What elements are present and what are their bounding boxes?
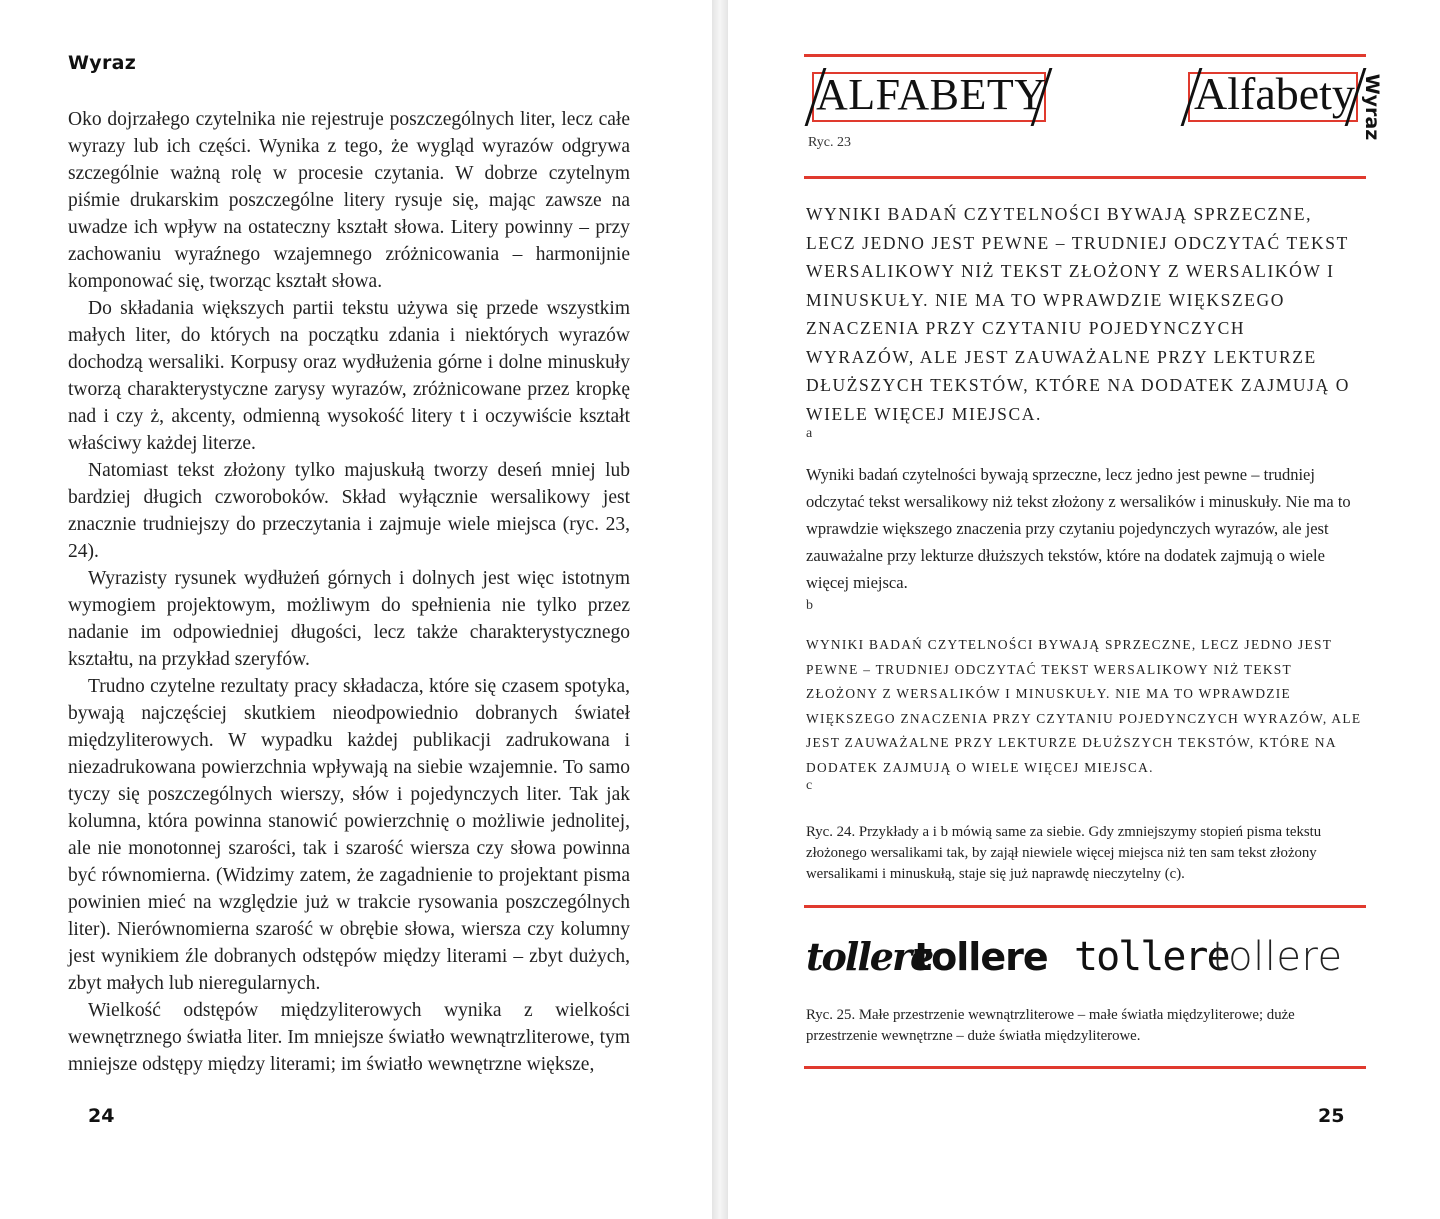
- red-rule: [804, 176, 1366, 179]
- red-rule: [804, 1066, 1366, 1069]
- figure-word-mixed: Alfabety: [1194, 68, 1355, 119]
- red-rule: [804, 905, 1366, 908]
- running-head-vertical: Wyraz: [1361, 73, 1383, 141]
- sample-label: a: [806, 426, 813, 441]
- figure-caption: Ryc. 24. Przykłady a i b mówią same za siebie. Gdy zmniejszymy stopień pisma tekstu złożonego wersalikami tak, by zajął niewiele więcej miejsca niż ten sam tekst złożony wersalikami i minuskułą, staje się już naprawdę nieczytelny (c).: [806, 824, 1322, 882]
- type-sample-display: tollere: [1074, 934, 1229, 980]
- page-number: 25: [1318, 1105, 1345, 1127]
- red-rule: [804, 54, 1366, 57]
- sample-text-c: WYNIKI BADAŃ CZYTELNOŚCI BYWAJĄ SPRZECZNE, LECZ JEDNO JEST PEWNE – TRUDNIEJ ODCZYTAĆ TEKST WERSALIKOWY NIŻ TEKST ZŁOŻONY Z WERSALIKÓW I MINUSKUŁY. NIE MA TO WPRAWDZIE WIĘKSZEGO ZNACZENIA PRZY CZYTANIU POJEDYNCZYCH WYRAZÓW, ALE JEST ZAUWAŻALNE PRZY LEKTURZE DŁUŻSZYCH TEKSTÓW, KTÓRE NA DODATEK ZAJMUJĄ O WIELE WIĘCEJ MIEJSCA.: [806, 637, 1362, 775]
- figure-caption: Ryc. 25. Małe przestrzenie wewnątrzliterowe – małe światła międzyliterowe; duże przestrzenie wewnętrzne – duże światła międzyliterowe.: [806, 1007, 1295, 1044]
- figure-word-caps: ALFABETY: [816, 70, 1047, 119]
- right-page: [728, 0, 1440, 1219]
- type-sample-blackletter: tollere: [806, 934, 933, 979]
- book-gutter: [712, 0, 728, 1219]
- paragraph: Trudno czytelne rezultaty pracy składacza, które się czasem spotyka, bywają najczęściej skutkiem nieodpowiednio dobranych świateł międzyliterowych. W wypadku każdej publikacji zadrukowana i niezadrukowana powierzchnia wpływają na siebie wzajemnie. To samo tyczy się poszczególnych wierszy, słów i pojedynczych liter. Tak jak kolumna, która powinna stanowić powierzchnię o możliwie jednolitej, ale nie monotonnej szarości, tak i szarość wiersza czy słowa powinna być równomierna. (Widzimy zatem, że zagadnienie to projektant pisma powinien mieć na względzie już w trakcie rysowania poszczególnych liter). Nierównomierna szarość w obrębie słowa, wiersza czy kolumny jest wynikiem źle dobranych odstępów między literami – zbyt dużych, zbyt małych lub nieregularnych.: [68, 676, 630, 994]
- paragraph: Oko dojrzałego czytelnika nie rejestruje poszczególnych liter, lecz całe wyrazy lub ich części. Wynika z tego, że wygląd wyrazów odgrywa szczególnie ważną rolę w procesie czytania. W dobrze czytelnym piśmie drukarskim poszczególne litery rysuje się, mając zawsze na uwadze ich wpływ na ostateczny kształt słowa. Litery powinny – przy zachowaniu wyraźnego wzajemnego zróżnicowania – harmonijnie komponować się, tworząc kształt słowa.: [68, 109, 630, 292]
- paragraph: Natomiast tekst złożony tylko majuskułą tworzy deseń mniej lub bardziej długich czworoboków. Skład wyłącznie wersalikowy jest znacznie trudniejszy do przeczytania i zajmuje wiele miejsca (ryc. 23, 24).: [68, 460, 630, 562]
- body-text: [68, 106, 630, 1078]
- figure-caption: Ryc. 23: [808, 135, 851, 150]
- paragraph: Do składania większych partii tekstu używa się przede wszystkim małych liter, do których na początku zdania i niektórych wyrazów dochodzą wersaliki. Korpusy oraz wydłużenia górne i dolne minuskuły tworzą charakterystyczne zarysy wyrazów, zróżnicowane przez kropkę nad i czy ż, akcenty, odmienną wysokość litery t i oczywiście kształt właściwy każdej literze.: [68, 298, 630, 454]
- left-page: [0, 0, 712, 1219]
- sample-text-a: WYNIKI BADAŃ CZYTELNOŚCI BYWAJĄ SPRZECZNE, LECZ JEDNO JEST PEWNE – TRUDNIEJ ODCZYTAĆ TEKST WERSALIKOWY NIŻ TEKST ZŁOŻONY Z WERSALIKÓW I MINUSKUŁY. NIE MA TO WPRAWDZIE WIĘKSZEGO ZNACZENIA PRZY CZYTANIU POJEDYNCZYCH WYRAZÓW, ALE JEST ZAUWAŻALNE PRZY LEKTURZE DŁUŻSZYCH TEKSTÓW, KTÓRE NA DODATEK ZAJMUJĄ O WIELE WIĘCEJ MIEJSCA.: [806, 204, 1351, 424]
- sample-label: b: [806, 598, 813, 613]
- type-sample-bold-grotesk: tollere: [914, 935, 1048, 979]
- paragraph: Wyrazisty rysunek wydłużeń górnych i dolnych jest więc istotnym wymogiem projektowym, możliwym do spełnienia nie tylko przez nadanie im odpowiedniej długości, lecz także charakterystycznego kształtu, na przykład szeryfów.: [68, 568, 630, 670]
- sample-label: c: [806, 778, 813, 793]
- running-head: Wyraz: [68, 52, 137, 74]
- type-sample-light-sans: tollere: [1212, 934, 1343, 980]
- sample-text-b: Wyniki badań czytelności bywają sprzeczne, lecz jedno jest pewne – trudniej odczytać tekst wersalikowy niż tekst złożony z wersalików i minuskuły. Nie ma to wprawdzie większego znaczenia przy czytaniu pojedynczych wyrazów, ale jest zauważalne przy lekturze dłuższych tekstów, które na dodatek zajmują o wiele więcej miejsca.: [806, 465, 1351, 592]
- paragraph: Wielkość odstępów międzyliterowych wynika z wielkości wewnętrznego światła liter. Im mniejsze światło wewnątrzliterowe, tym mniejsze odstępy między literami; im światło wewnętrzne większe,: [68, 1000, 630, 1075]
- page-number: 24: [88, 1105, 115, 1127]
